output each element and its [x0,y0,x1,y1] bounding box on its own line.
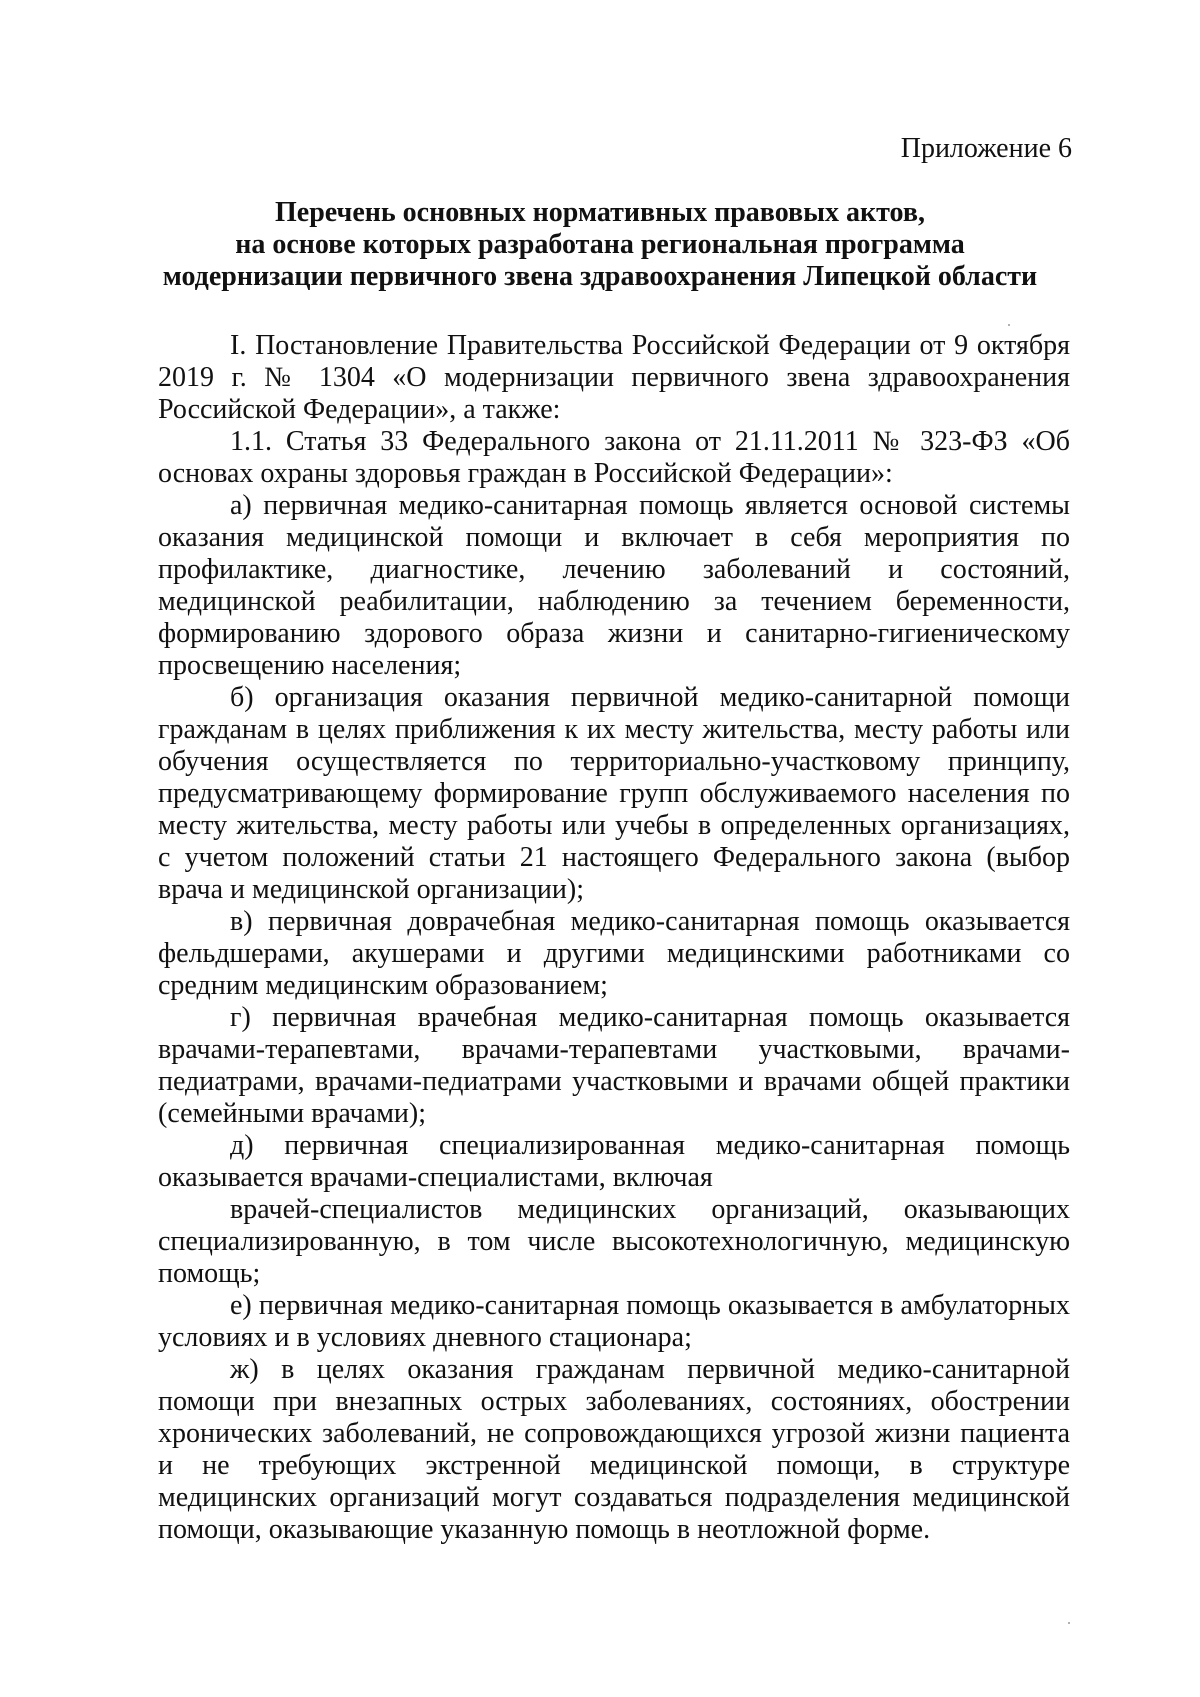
title-line: модернизации первичного звена здравоохранения Липецкой области [162,261,1038,292]
paragraph-item-g: г) первичная врачебная медико-санитарная помощь оказывается врачами-терапевтами, врачами-терапевтами участковыми, врачами-педиатрами, врачами-педиатрами участковыми и врачами общей практики (семейными врачами); [158,1002,1070,1129]
paragraph-item-zh: ж) в целях оказания гражданам первичной медико-санитарной помощи при внезапных острых заболеваниях, состояниях, обострении хронических заболеваний, не сопровождающихся угрозой жизни пациента и не требующих экстренной медицинской помощи, в структуре медицинских организаций могут создаваться подразделения медицинской помощи, оказывающие указанную помощь в неотложной форме. [158,1354,1070,1545]
paragraph-item-a: а) первичная медико-санитарная помощь является основой системы оказания медицинской помощи и включает в себя мероприятия по профилактике, диагностике, лечению заболеваний и состояний, медицинской реабилитации, наблюдению за течением беременности, формированию здорового образа жизни и санитарно-гигиеническому просвещению населения; [158,490,1070,681]
paragraph-item-e: е) первичная медико-санитарная помощь оказывается в амбулаторных условиях и в условиях дневного стационара; [158,1290,1070,1353]
paragraph-item-b: б) организация оказания первичной медико-санитарной помощи гражданам в целях приближения к их месту жительства, месту работы или обучения осуществляется по территориально-участковому принципу, предусматривающему формирование групп обслуживаемого населения по месту жительства, месту работы или учебы в определенных организациях, с учетом положений статьи 21 настоящего Федерального закона (выбор врача и медицинской организации); [158,682,1070,905]
document-title [130,197,1070,293]
document-body [158,330,1070,1546]
scan-speck [1068,1622,1070,1624]
title-line: на основе которых разработана региональная программа [235,229,965,260]
paragraph-item-d-continued: врачей-специалистов медицинских организаций, оказывающих специализированную, в том числе высокотехнологичную, медицинскую помощь; [158,1194,1070,1289]
paragraph-resolution: I. Постановление Правительства Российской Федерации от 9 октября 2019 г. № 1304 «О модернизации первичного звена здравоохранения Российской Федерации», а также: [158,330,1070,425]
appendix-label: Приложение 6 [900,133,1072,164]
title-line: Перечень основных нормативных правовых актов, [275,197,925,228]
paragraph-item-v: в) первичная доврачебная медико-санитарная помощь оказывается фельдшерами, акушерами и другими медицинскими работниками со средним медицинским образованием; [158,906,1070,1001]
paragraph-item-d: д) первичная специализированная медико-санитарная помощь оказывается врачами-специалистами, включая [158,1130,1070,1193]
scan-speck [1008,324,1010,326]
paragraph-article-33: 1.1. Статья 33 Федерального закона от 21.11.2011 № 323-ФЗ «Об основах охраны здоровья граждан в Российской Федерации»: [158,426,1070,489]
